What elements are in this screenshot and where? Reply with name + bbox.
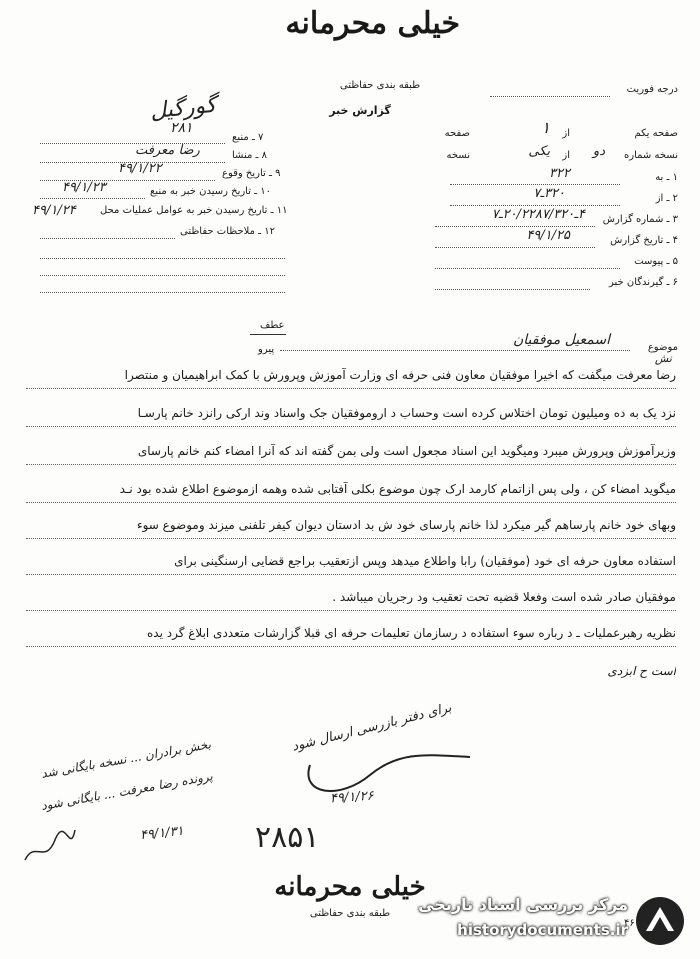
urgency-line [490, 96, 610, 97]
right-field-label: ۳ ـ شماره گزارش [602, 214, 678, 225]
right-field-label: ۶ ـ گیرندگان خبر [608, 277, 678, 288]
handwritten-initials-icon [20, 820, 80, 870]
right-field-label: ۵ ـ پیوست [634, 256, 678, 267]
right-field-label: ۲ ـ از [655, 193, 678, 204]
handwritten-signature-icon [300, 745, 480, 805]
copy-of-label: از [562, 150, 570, 161]
left-field-value: رضا معرفت [135, 143, 200, 158]
watermark-title: مرکز بررسی اسناد تاریخی [418, 895, 628, 914]
right-field-label: ۱ ـ به [655, 172, 678, 183]
bottom-classification-subtitle: طبقه بندی حفاظتی [309, 908, 391, 919]
watermark [420, 893, 690, 949]
copies-value: یکی [528, 144, 550, 159]
handwritten-left-note: پرونده رضا معرفت ... بایگانی شود [40, 769, 214, 813]
top-classification-subtitle: طبقه بندی حفاظتی [339, 80, 421, 91]
body-line: نظریه رهبرعملیات ـ د رباره سوء استفاده د رسازمان تعلیمات حرفه ای قبلا گزارشات متعددی ابلاغ گرد یده [147, 626, 676, 640]
body-line: نزد یک به ده ومیلیون تومان اختلاس کرده است وحساب د اروموفقیان جک واسناد وند ارکی رانزد خانم پارسـا [137, 406, 676, 420]
left-field-label: ۱۰ ـ تاریخ رسیدن خبر به منبع [150, 186, 272, 197]
handwritten-center-note: برای دفتر بازرسی ارسال شود [290, 700, 454, 755]
left-field-value: ۲۸۱ [170, 120, 193, 136]
urgency-label: درجه فوریت [626, 84, 678, 95]
handwritten-left-note: بخش برادران ... نسخه بایگانی شد [40, 737, 212, 781]
subject-marginal-peyro: پیرو [258, 344, 275, 355]
right-field-value: ۳۲۲ [549, 166, 570, 181]
right-field-value: ۳۲۰ـ۷ [533, 186, 565, 201]
handwritten-center-date: ۴۹/۱/۲۶ [329, 788, 375, 807]
left-field-label: ۷ ـ منبع [232, 132, 264, 143]
form-title: گزارش خبر [329, 104, 391, 117]
bottom-classification: خیلی محرمانه [274, 872, 426, 902]
margin-note: نش [654, 352, 672, 365]
body-line: موفقیان صادر شده است وفعلا قضیه تحت تعقیب ود رجریان میباشد . [332, 590, 676, 604]
copy-label: نسخه شماره [624, 150, 678, 161]
left-field-value: ۴۹/۱/۲۳ [62, 180, 106, 195]
body-line: وبهای خود خانم پارساهم گیر میکرد لذا خانم پارسای خود ش بد ادستان دیوان کیفر تلفنی میزند وموضوع سوء [136, 518, 676, 532]
right-field-value: ۴ـ۲۰/۲۲۸۷/۳۲۰ـ۷ [491, 207, 585, 222]
pages-unit: صفحه [444, 128, 470, 139]
left-field-value: ۴۹/۱/۲۴ [32, 203, 76, 218]
page-number: ۴۶ [624, 918, 635, 929]
copy-value: دو [592, 144, 605, 159]
left-field-label: ۸ ـ منشا [232, 150, 268, 161]
left-field-value: ۴۹/۱/۲۲ [118, 161, 162, 176]
subject-label: موضوع [647, 342, 678, 353]
left-field-label: ۱۱ ـ تاریخ رسیدن خبر به عوامل عملیات محل [100, 205, 288, 216]
right-field-value: ۴۹/۱/۲۵ [526, 228, 570, 243]
page-of-label: از [562, 128, 570, 139]
body-line: میگوید امضاء کن ، ولی پس ازاتمام کارمد ارک چون موضوع بکلی آفتابی شده وهمه ازموضوع اطلاع شده بود نـد [119, 482, 676, 496]
subject-marginal-atf: عطف [260, 320, 285, 331]
left-field-label: ۱۲ ـ ملاحظات حفاظتی [180, 226, 275, 237]
pages-value: ۱ [541, 118, 550, 137]
watermark-url: historydocuments.ir [457, 921, 628, 939]
source-signature: گورگیل [148, 92, 218, 125]
copies-unit: نسخه [446, 150, 470, 161]
big-number: ۲۸۵۱ [255, 820, 320, 855]
top-classification: خیلی محرمانه [285, 6, 460, 41]
body-line: استفاده معاون حرفه ای خود (موفقیان) رابا واطلاع میدهد وپس ازتعقیب براجع قضایی ارسنگینی برای [174, 554, 676, 568]
body-line: است ح ابزدی [607, 664, 676, 678]
page-label: صفحه یکم [634, 128, 678, 139]
body-line: رضا معرفت میگفت که اخیرا موفقیان معاون فنی حرفه ای وزارت آموزش وپرورش با کمک ابراهیمیان و منتصرا [124, 368, 676, 382]
archive-logo-icon [634, 895, 686, 947]
right-field-label: ۴ ـ تاریخ گزارش [610, 235, 678, 246]
handwritten-left-date: ۴۹/۱/۳۱ [139, 823, 185, 844]
subject-value: اسمعیل موفقیان [512, 332, 610, 348]
left-field-label: ۹ ـ تاریخ وقوع [222, 168, 281, 179]
body-line: وزیرآموزش وپرورش میبرد ومیگوید این اسناد مجعول است ولی بمن گفته اند که آنرا امضاء کنم خانم پارسای [137, 444, 676, 458]
